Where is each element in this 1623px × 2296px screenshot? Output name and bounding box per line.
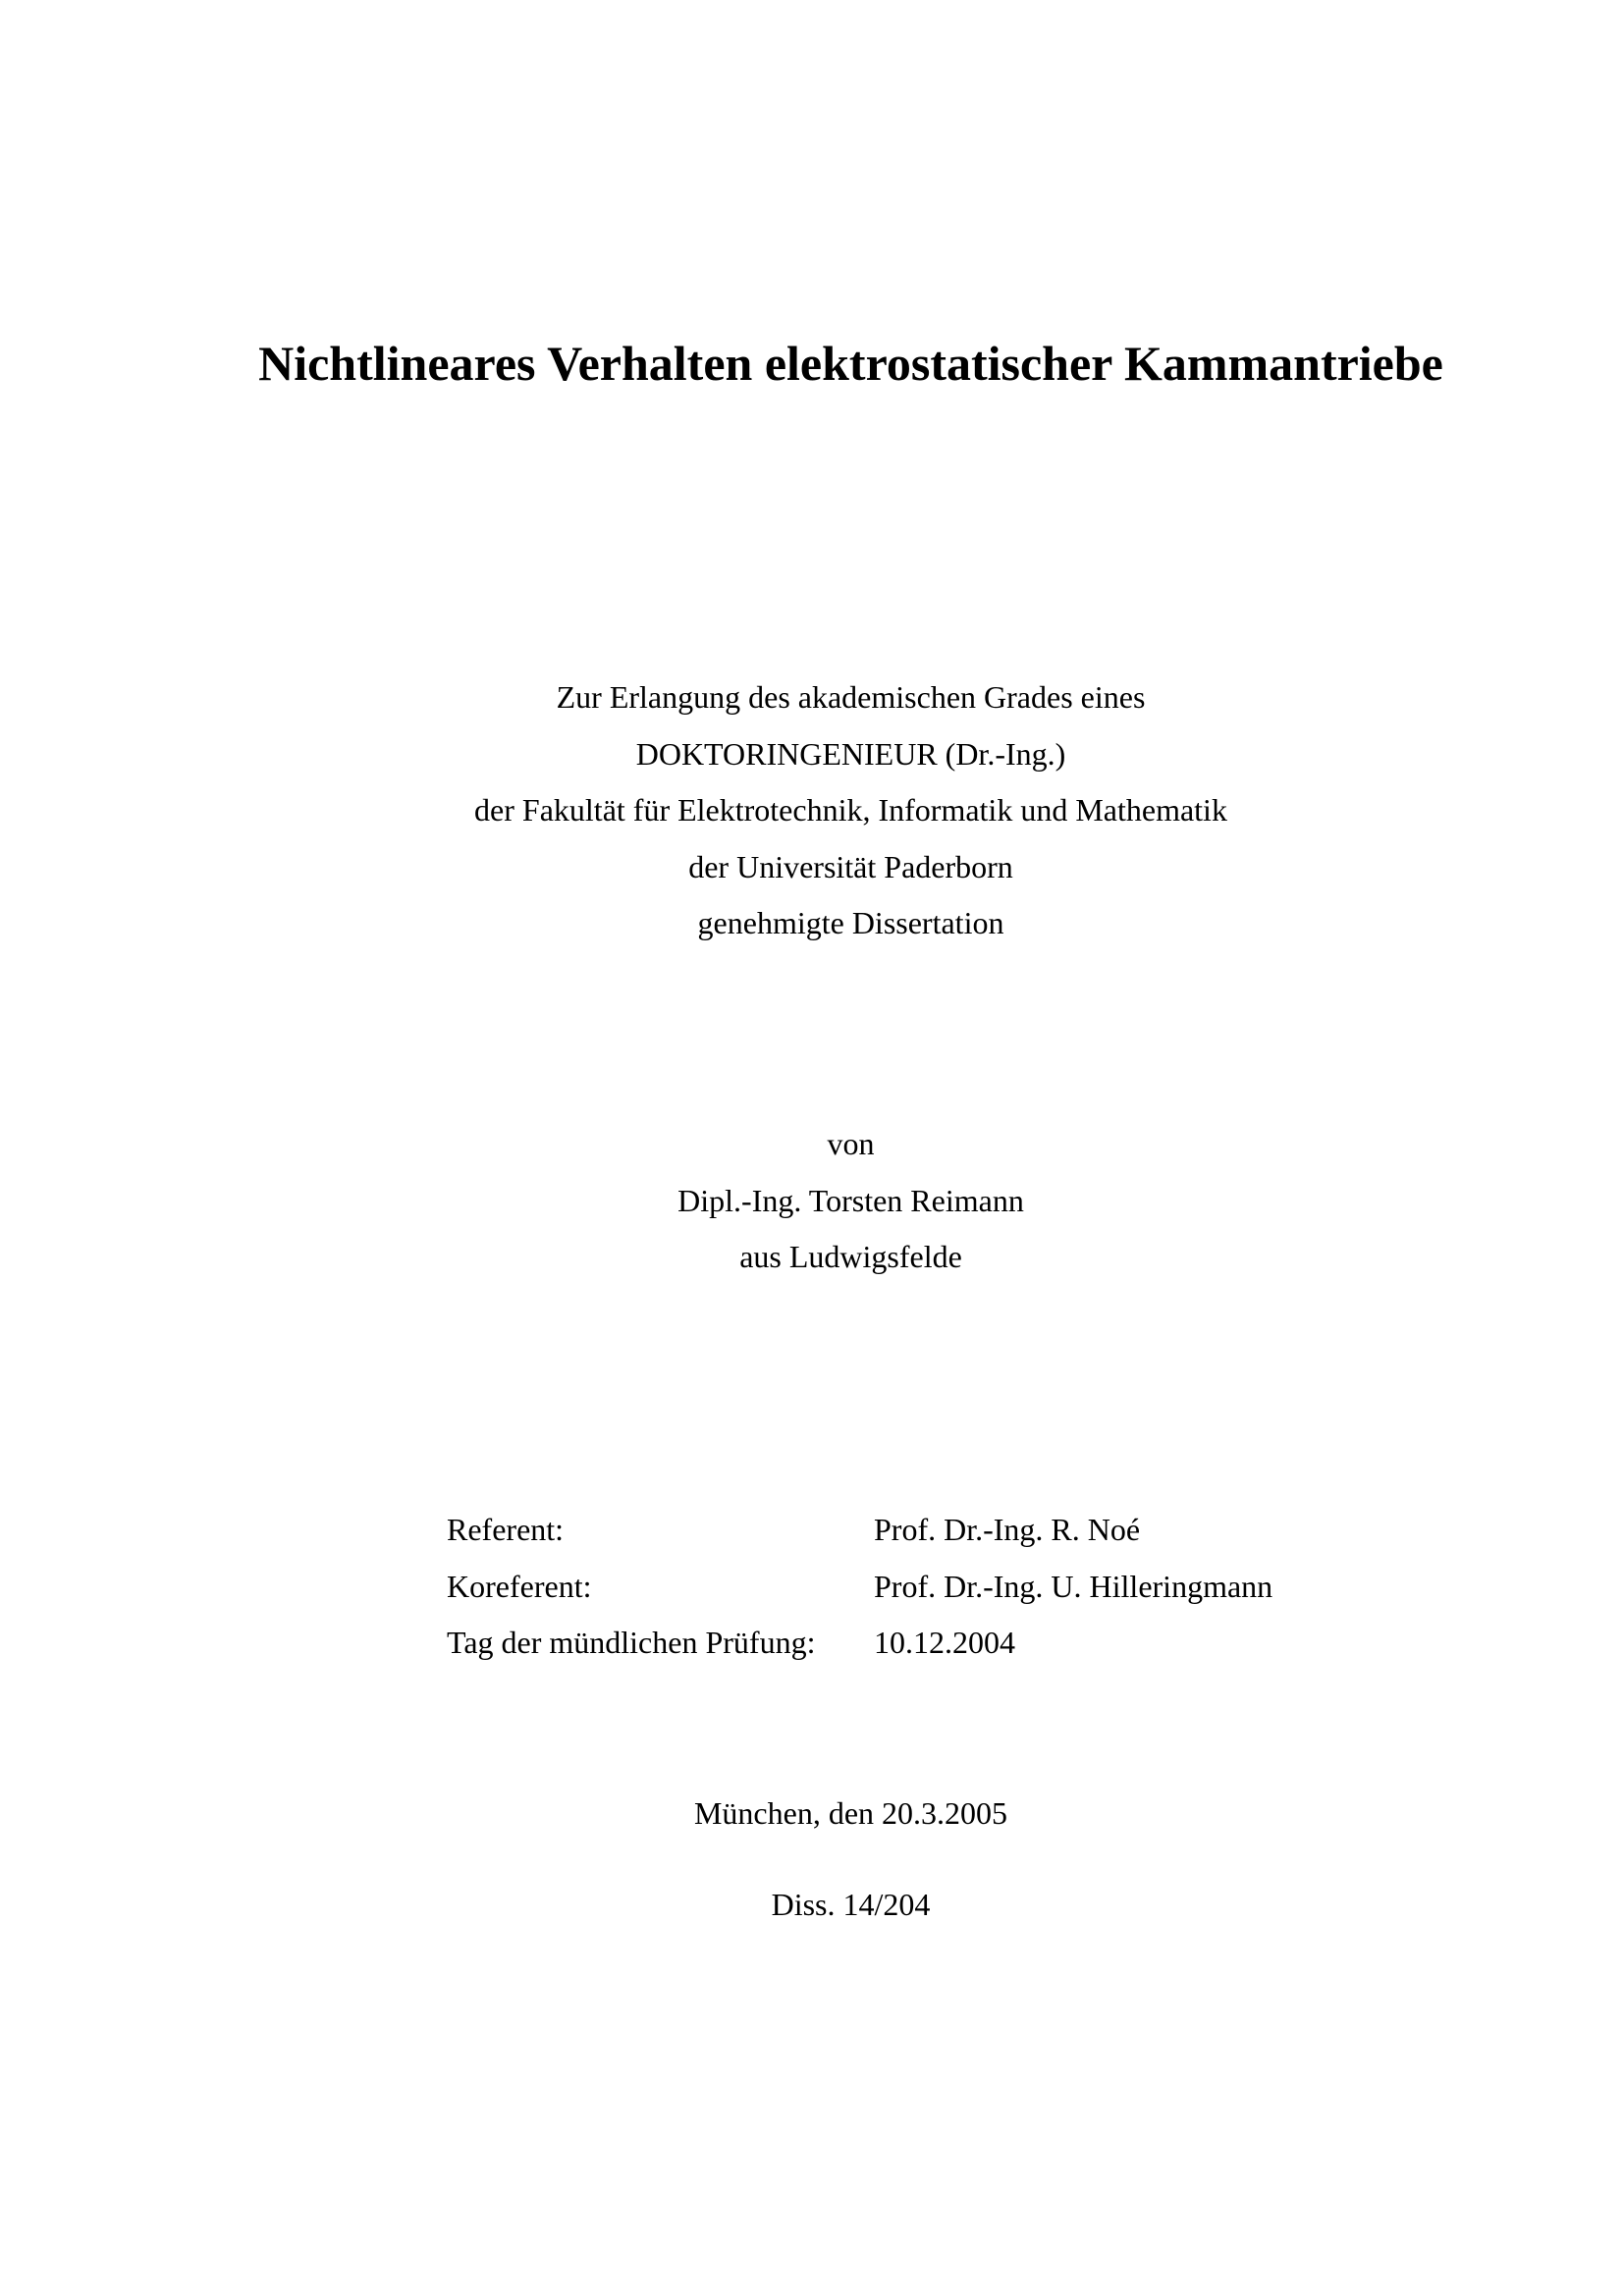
author-block [0, 1116, 1623, 1286]
committee-value: Prof. Dr.-Ing. U. Hilleringmann [874, 1568, 1273, 1604]
author-line: von [827, 1126, 875, 1161]
dissertation-title: Nichtlineares Verhalten elektrostatischer Kammantriebe [258, 336, 1443, 391]
committee-label: Koreferent: [447, 1568, 592, 1604]
author-origin: aus Ludwigsfelde [739, 1239, 962, 1274]
degree-line: genehmigte Dissertation [697, 905, 1004, 940]
place-and-date: München, den 20.3.2005 [693, 1795, 1008, 1831]
committee-label: Referent: [447, 1512, 565, 1547]
author-name: Dipl.-Ing. Torsten Reimann [677, 1182, 1024, 1218]
degree-line: der Fakultät für Elektrotechnik, Informatik und Mathematik [474, 792, 1227, 828]
degree-line: der Universität Paderborn [688, 848, 1013, 884]
committee-value: Prof. Dr.-Ing. R. Noé [874, 1512, 1141, 1547]
degree-statement [0, 669, 1623, 952]
dissertation-number: Diss. 14/204 [771, 1887, 931, 1922]
committee-label: Tag der mündlichen Prüfung: [447, 1625, 816, 1660]
degree-line: DOKTORINGENIEUR (Dr.-Ing.) [635, 735, 1066, 772]
degree-line: Zur Erlangung des akademischen Grades eines [556, 679, 1146, 715]
committee-value: 10.12.2004 [874, 1625, 1015, 1660]
